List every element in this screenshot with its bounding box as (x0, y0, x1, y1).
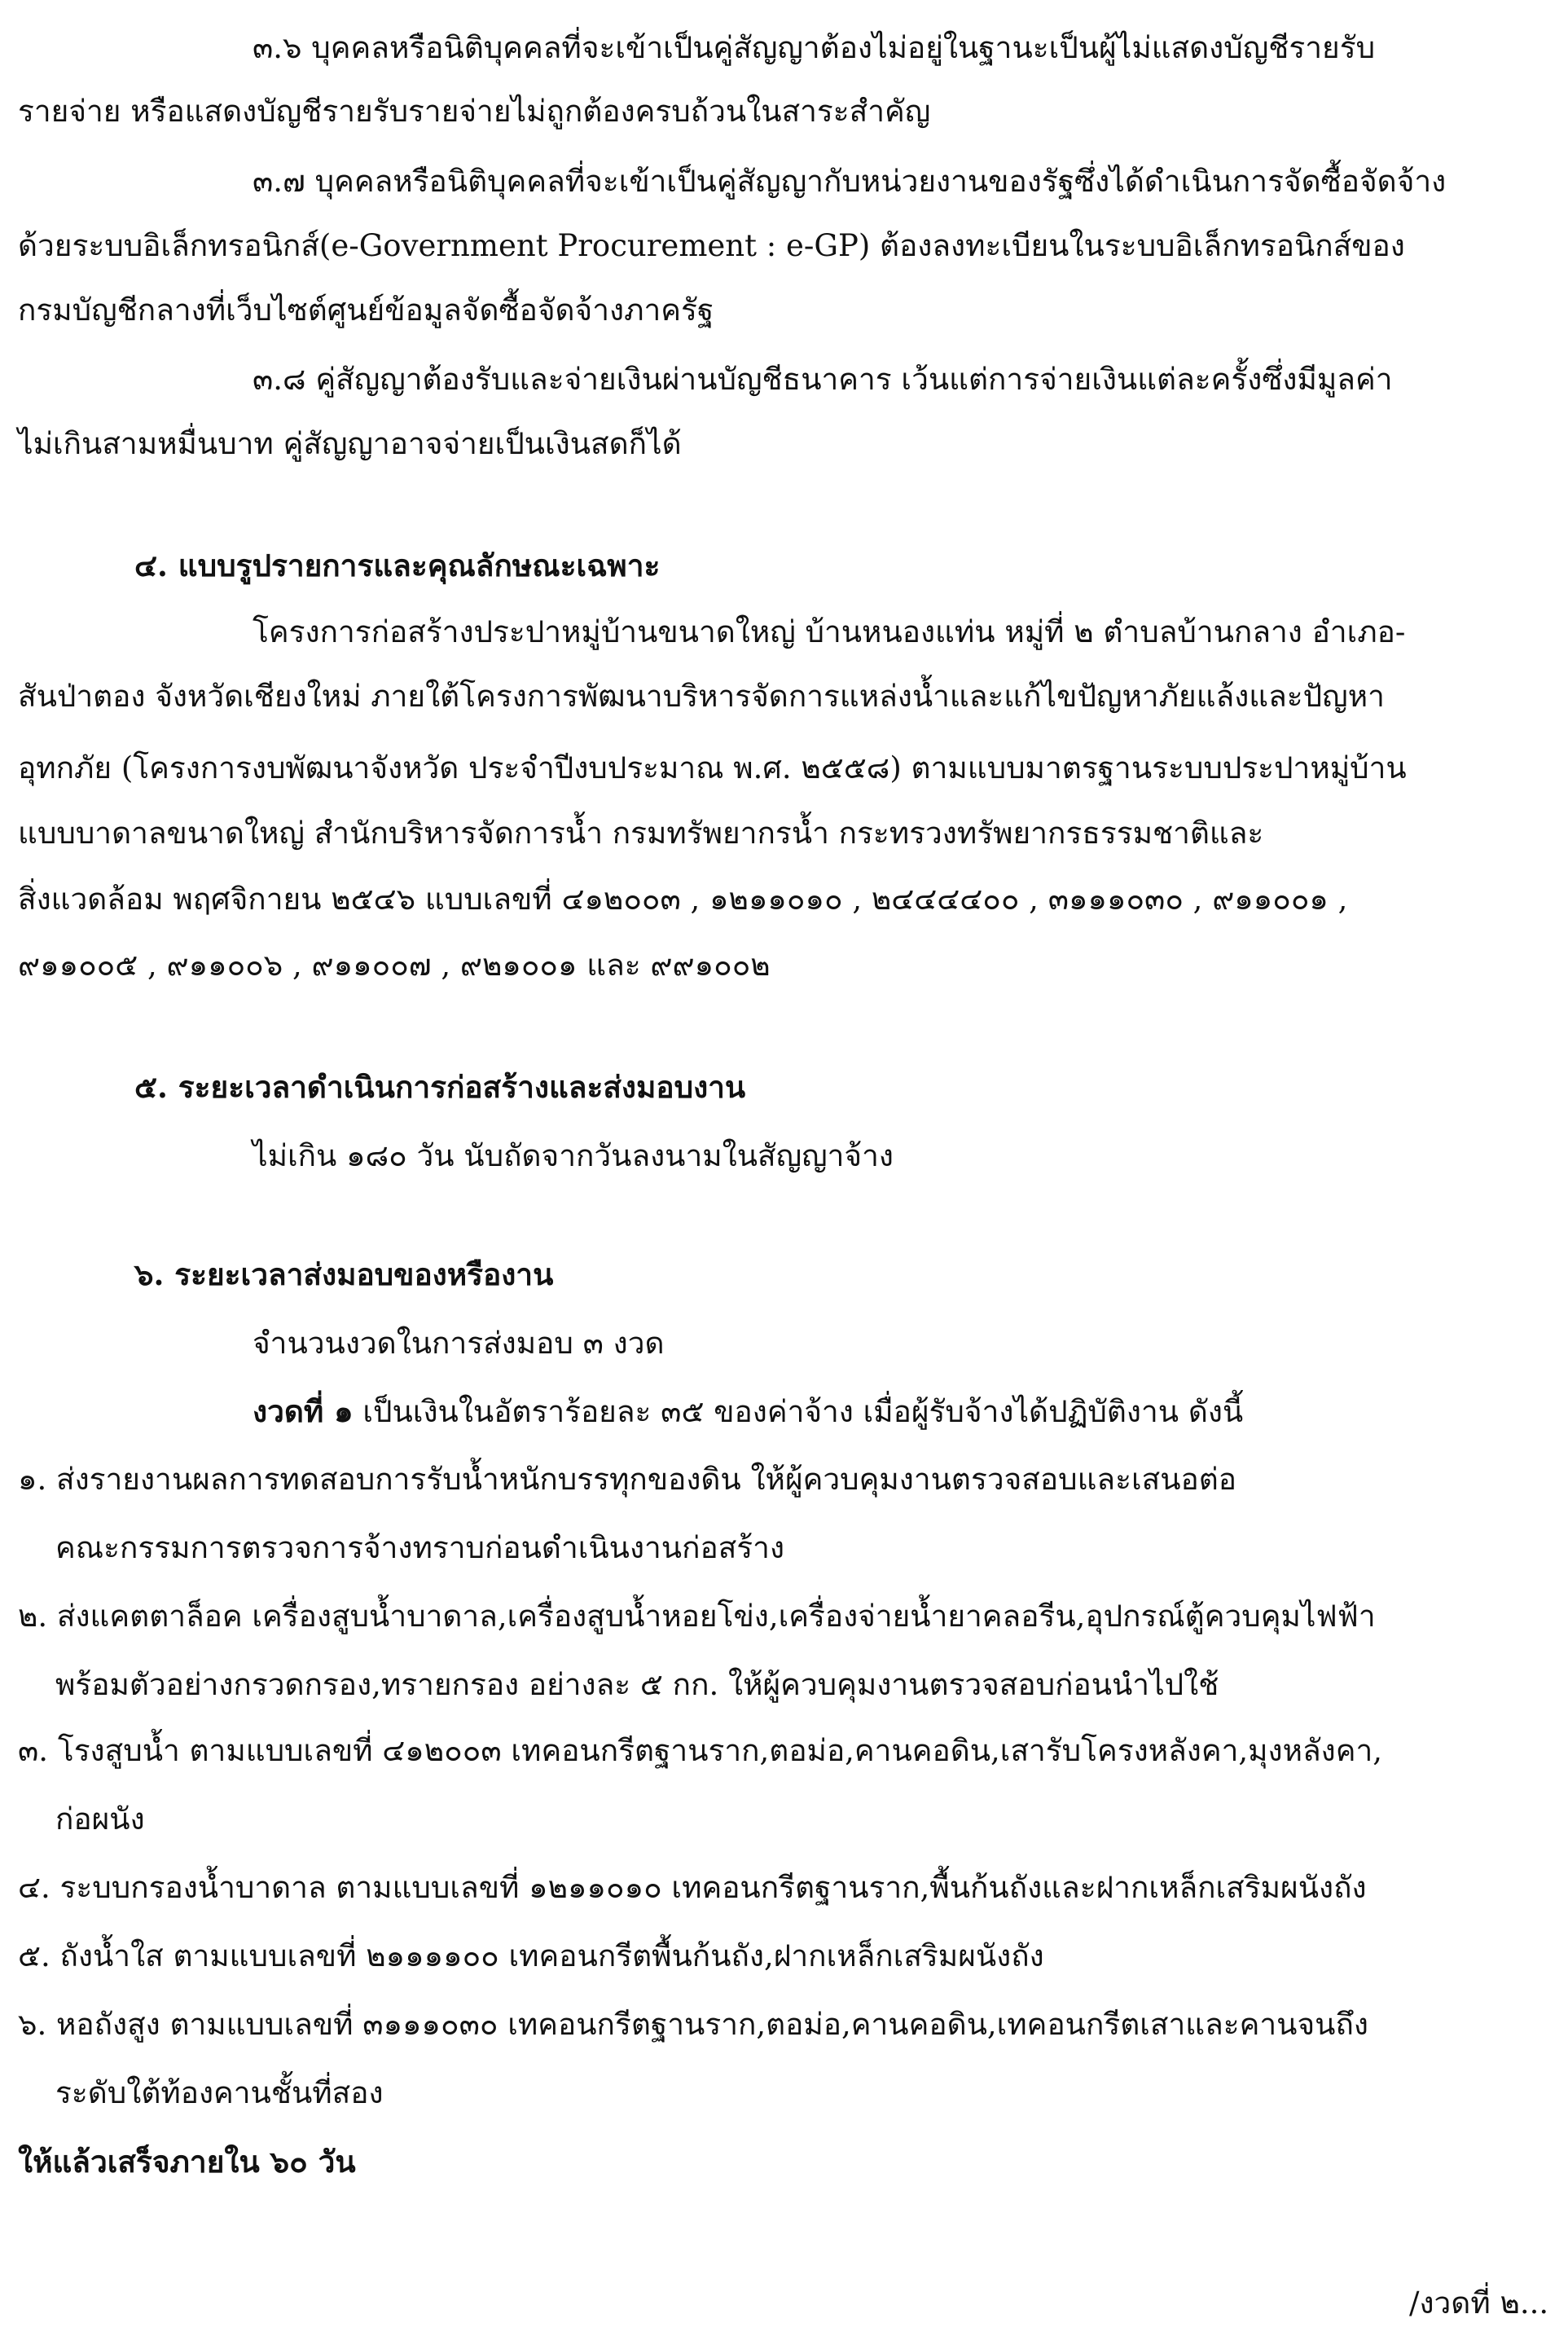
section-4-line-6: ๙๑๑๐๐๕ , ๙๑๑๐๐๖ , ๙๑๑๐๐๗ , ๙๒๑๐๐๑ และ ๙๙๑๐๐๒ (18, 948, 771, 983)
section-4-line-1: โครงการก่อสร้างประปาหมู่บ้านขนาดใหญ่ บ้านหนองแท่น หมู่ที่ ๒ ตำบลบ้านกลาง อำเภอ- (253, 614, 1406, 649)
item-2-line-2: พร้อมตัวอย่างกรวดกรอง,ทรายกรอง อย่างละ ๕ กก. ให้ผู้ควบคุมงานตรวจสอบก่อนนำไปใช้ (55, 1667, 1219, 1702)
clause-3-7-line-1: ๓.๗ บุคคลหรือนิติบุคคลที่จะเข้าเป็นคู่สัญญากับหน่วยงานของรัฐซึ่งได้ดำเนินการจัดซื้อจัดจ้าง (253, 164, 1447, 199)
section-5-heading: ๕. ระยะเวลาดำเนินการก่อสร้างและส่งมอบงาน (134, 1069, 746, 1105)
item-4: ๔. ระบบกรองน้ำบาดาล ตามแบบเลขที่ ๑๒๑๑๐๑๐ เทคอนกรีตฐานราก,พื้นก้นถังและฝากเหล็กเสริมผนังถัง (18, 1870, 1367, 1905)
section-4-line-5: สิ่งแวดล้อม พฤศจิกายน ๒๕๔๖ แบบเลขที่ ๔๑๒๐๐๓ , ๑๒๑๑๐๑๐ , ๒๔๔๔๔๐๐ , ๓๑๑๑๐๓๐ , ๙๑๑๐๐๑ , (18, 882, 1348, 917)
clause-3-8-line-2: ไม่เกินสามหมื่นบาท คู่สัญญาอาจจ่ายเป็นเงินสดก็ได้ (18, 426, 682, 461)
continuation-note: /งวดที่ ๒... (1409, 2285, 1549, 2321)
item-1-line-1: ๑. ส่งรายงานผลการทดสอบการรับน้ำหนักบรรทุกของดิน ให้ผู้ควบคุมงานตรวจสอบและเสนอต่อ (18, 1462, 1236, 1497)
clause-3-7-line-2: ด้วยระบบอิเล็กทรอนิกส์(e-Government Procurement : e-GP) ต้องลงทะเบียนในระบบอิเล็กทรอนิกส์ของ (18, 228, 1405, 263)
section-4-line-3: อุทกภัย (โครงการงบพัฒนาจังหวัด ประจำปีงบประมาณ พ.ศ. ๒๕๕๘) ตามแบบมาตรฐานระบบประปาหมู่บ้าน (18, 750, 1407, 785)
installment-1-label: งวดที่ ๑ (253, 1393, 354, 1429)
section-5-text: ไม่เกิน ๑๘๐ วัน นับถัดจากวันลงนามในสัญญาจ้าง (253, 1138, 894, 1173)
clause-3-8-line-1: ๓.๘ คู่สัญญาต้องรับและจ่ายเงินผ่านบัญชีธนาคาร เว้นแต่การจ่ายเงินแต่ละครั้งซึ่งมีมูลค่า (253, 362, 1393, 397)
item-3-line-2: ก่อผนัง (55, 1801, 145, 1837)
item-3-line-1: ๓. โรงสูบน้ำ ตามแบบเลขที่ ๔๑๒๐๐๓ เทคอนกรีตฐานราก,ตอม่อ,คานคอดิน,เสารับโครงหลังคา,มุงหลังคา, (18, 1733, 1383, 1768)
installment-1-text: เป็นเงินในอัตราร้อยละ ๓๕ ของค่าจ้าง เมื่อผู้รับจ้างได้ปฏิบัติงาน ดังนี้ (353, 1394, 1244, 1429)
section-4-line-4: แบบบาดาลขนาดใหญ่ สำนักบริหารจัดการน้ำ กรมทรัพยากรน้ำ กระทรวงทรัพยากรธรรมชาติและ (18, 816, 1264, 851)
item-5: ๕. ถังน้ำใส ตามแบบเลขที่ ๒๑๑๑๑๐๐ เทคอนกรีตพื้นก้นถัง,ฝากเหล็กเสริมผนังถัง (18, 1938, 1044, 1973)
completion-deadline: ให้แล้วเสร็จภายใน ๖๐ วัน (18, 2144, 356, 2180)
item-6-line-1: ๖. หอถังสูง ตามแบบเลขที่ ๓๑๑๑๐๓๐ เทคอนกรีตฐานราก,ตอม่อ,คานคอดิน,เทคอนกรีตเสาและคานจนถึง (18, 2007, 1368, 2042)
clause-3-6-line-2: รายจ่าย หรือแสดงบัญชีรายรับรายจ่ายไม่ถูกต้องครบถ้วนในสาระสำคัญ (18, 94, 931, 129)
section-6-installments: จำนวนงวดในการส่งมอบ ๓ งวด (253, 1326, 665, 1361)
installment-1-line (253, 1393, 1244, 1429)
section-6-heading: ๖. ระยะเวลาส่งมอบของหรืองาน (134, 1256, 554, 1292)
section-4-heading: ๔. แบบรูปรายการและคุณลักษณะเฉพาะ (134, 548, 661, 583)
item-6-line-2: ระดับใต้ท้องคานชั้นที่สอง (55, 2075, 384, 2110)
section-4-line-2: สันป่าตอง จังหวัดเชียงใหม่ ภายใต้โครงการพัฒนาบริหารจัดการแหล่งน้ำและแก้ไขปัญหาภัยแล้งและปัญหา (18, 679, 1385, 714)
clause-3-7-line-3: กรมบัญชีกลางที่เว็บไซต์ศูนย์ข้อมูลจัดซื้อจัดจ้างภาครัฐ (18, 293, 714, 328)
clause-3-6-line-1: ๓.๖ บุคคลหรือนิติบุคคลที่จะเข้าเป็นคู่สัญญาต้องไม่อยู่ในฐานะเป็นผู้ไม่แสดงบัญชีรายรับ (253, 30, 1376, 65)
item-1-line-2: คณะกรรมการตรวจการจ้างทราบก่อนดำเนินงานก่อสร้าง (55, 1530, 785, 1565)
item-2-line-1: ๒. ส่งแคตตาล็อค เครื่องสูบน้ำบาดาล,เครื่องสูบน้ำหอยโข่ง,เครื่องจ่ายน้ำยาคลอรีน,อุปกรณ์ตู้ควบคุมไฟฟ้า (18, 1599, 1376, 1634)
